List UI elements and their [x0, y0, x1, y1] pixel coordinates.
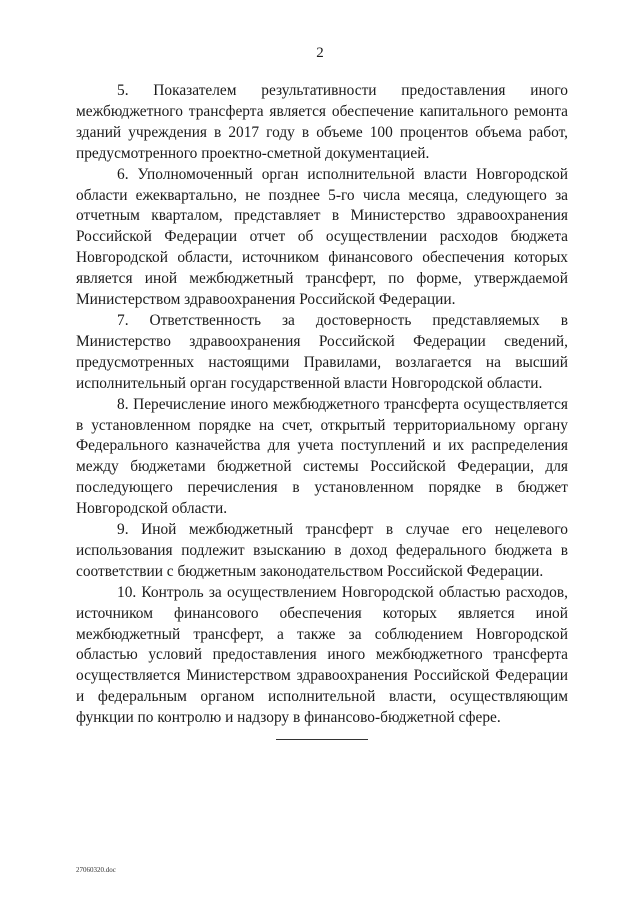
paragraph-7: 7. Ответственность за достоверность представляемых в Министерство здравоохранения Российской Федерации сведений, предусмотренных настоящими Правилами, возлагается на высший исполнительный орган государственной власти Новгородской области. — [76, 311, 568, 392]
paragraph-9: 9. Иной межбюджетный трансферт в случае его нецелевого использования подлежит взысканию в доход федерального бюджета в соответствии с бюджетным законодательством Российской Федерации. — [76, 521, 568, 580]
paragraph-6: 6. Уполномоченный орган исполнительной власти Новгородской области ежеквартально, не позднее 5-го числа месяца, следующего за отчетным кварталом, представляет в Министерство здравоохранения Российской Федерации отчет об осуществлении расходов бюджета Новгородской области, источником финансового обеспечения которых является иной межбюджетный трансферт, по форме, утверждаемой Министерством здравоохранения Российской Федерации. — [76, 165, 568, 309]
paragraph-5: 5. Показателем результативности предоставления иного межбюджетного трансферта является обеспечение капитального ремонта зданий учреждения в 2017 году в объеме 100 процентов объема работ, предусмотренного проектно-сметной документацией. — [76, 82, 568, 162]
paragraph-8: 8. Перечисление иного межбюджетного трансферта осуществляется в установленном порядке на счет, открытый территориальному органу Федерального казначейства для учета поступлений и их распределения между бюджетами бюджетной системы Российской Федерации, для последующего перечисления в установленном порядке в бюджет Новгородской области. — [76, 395, 568, 518]
paragraph-10: 10. Контроль за осуществлением Новгородской областью расходов, источником финансового обеспечения которых является иной межбюджетный трансферт, а также за соблюдением Новгородской областью условий предоставления иного межбюджетного трансферта осуществляется Министерством здравоохранения Российской Федерации и федеральным органом исполнительной власти, осуществляющим функции по контролю и надзору в финансово-бюджетной сфере. — [76, 583, 568, 727]
end-divider-line — [276, 739, 368, 740]
footer-file-name: 27060320.doc — [76, 866, 116, 874]
document-body — [76, 81, 568, 729]
page-number: 2 — [316, 45, 324, 61]
